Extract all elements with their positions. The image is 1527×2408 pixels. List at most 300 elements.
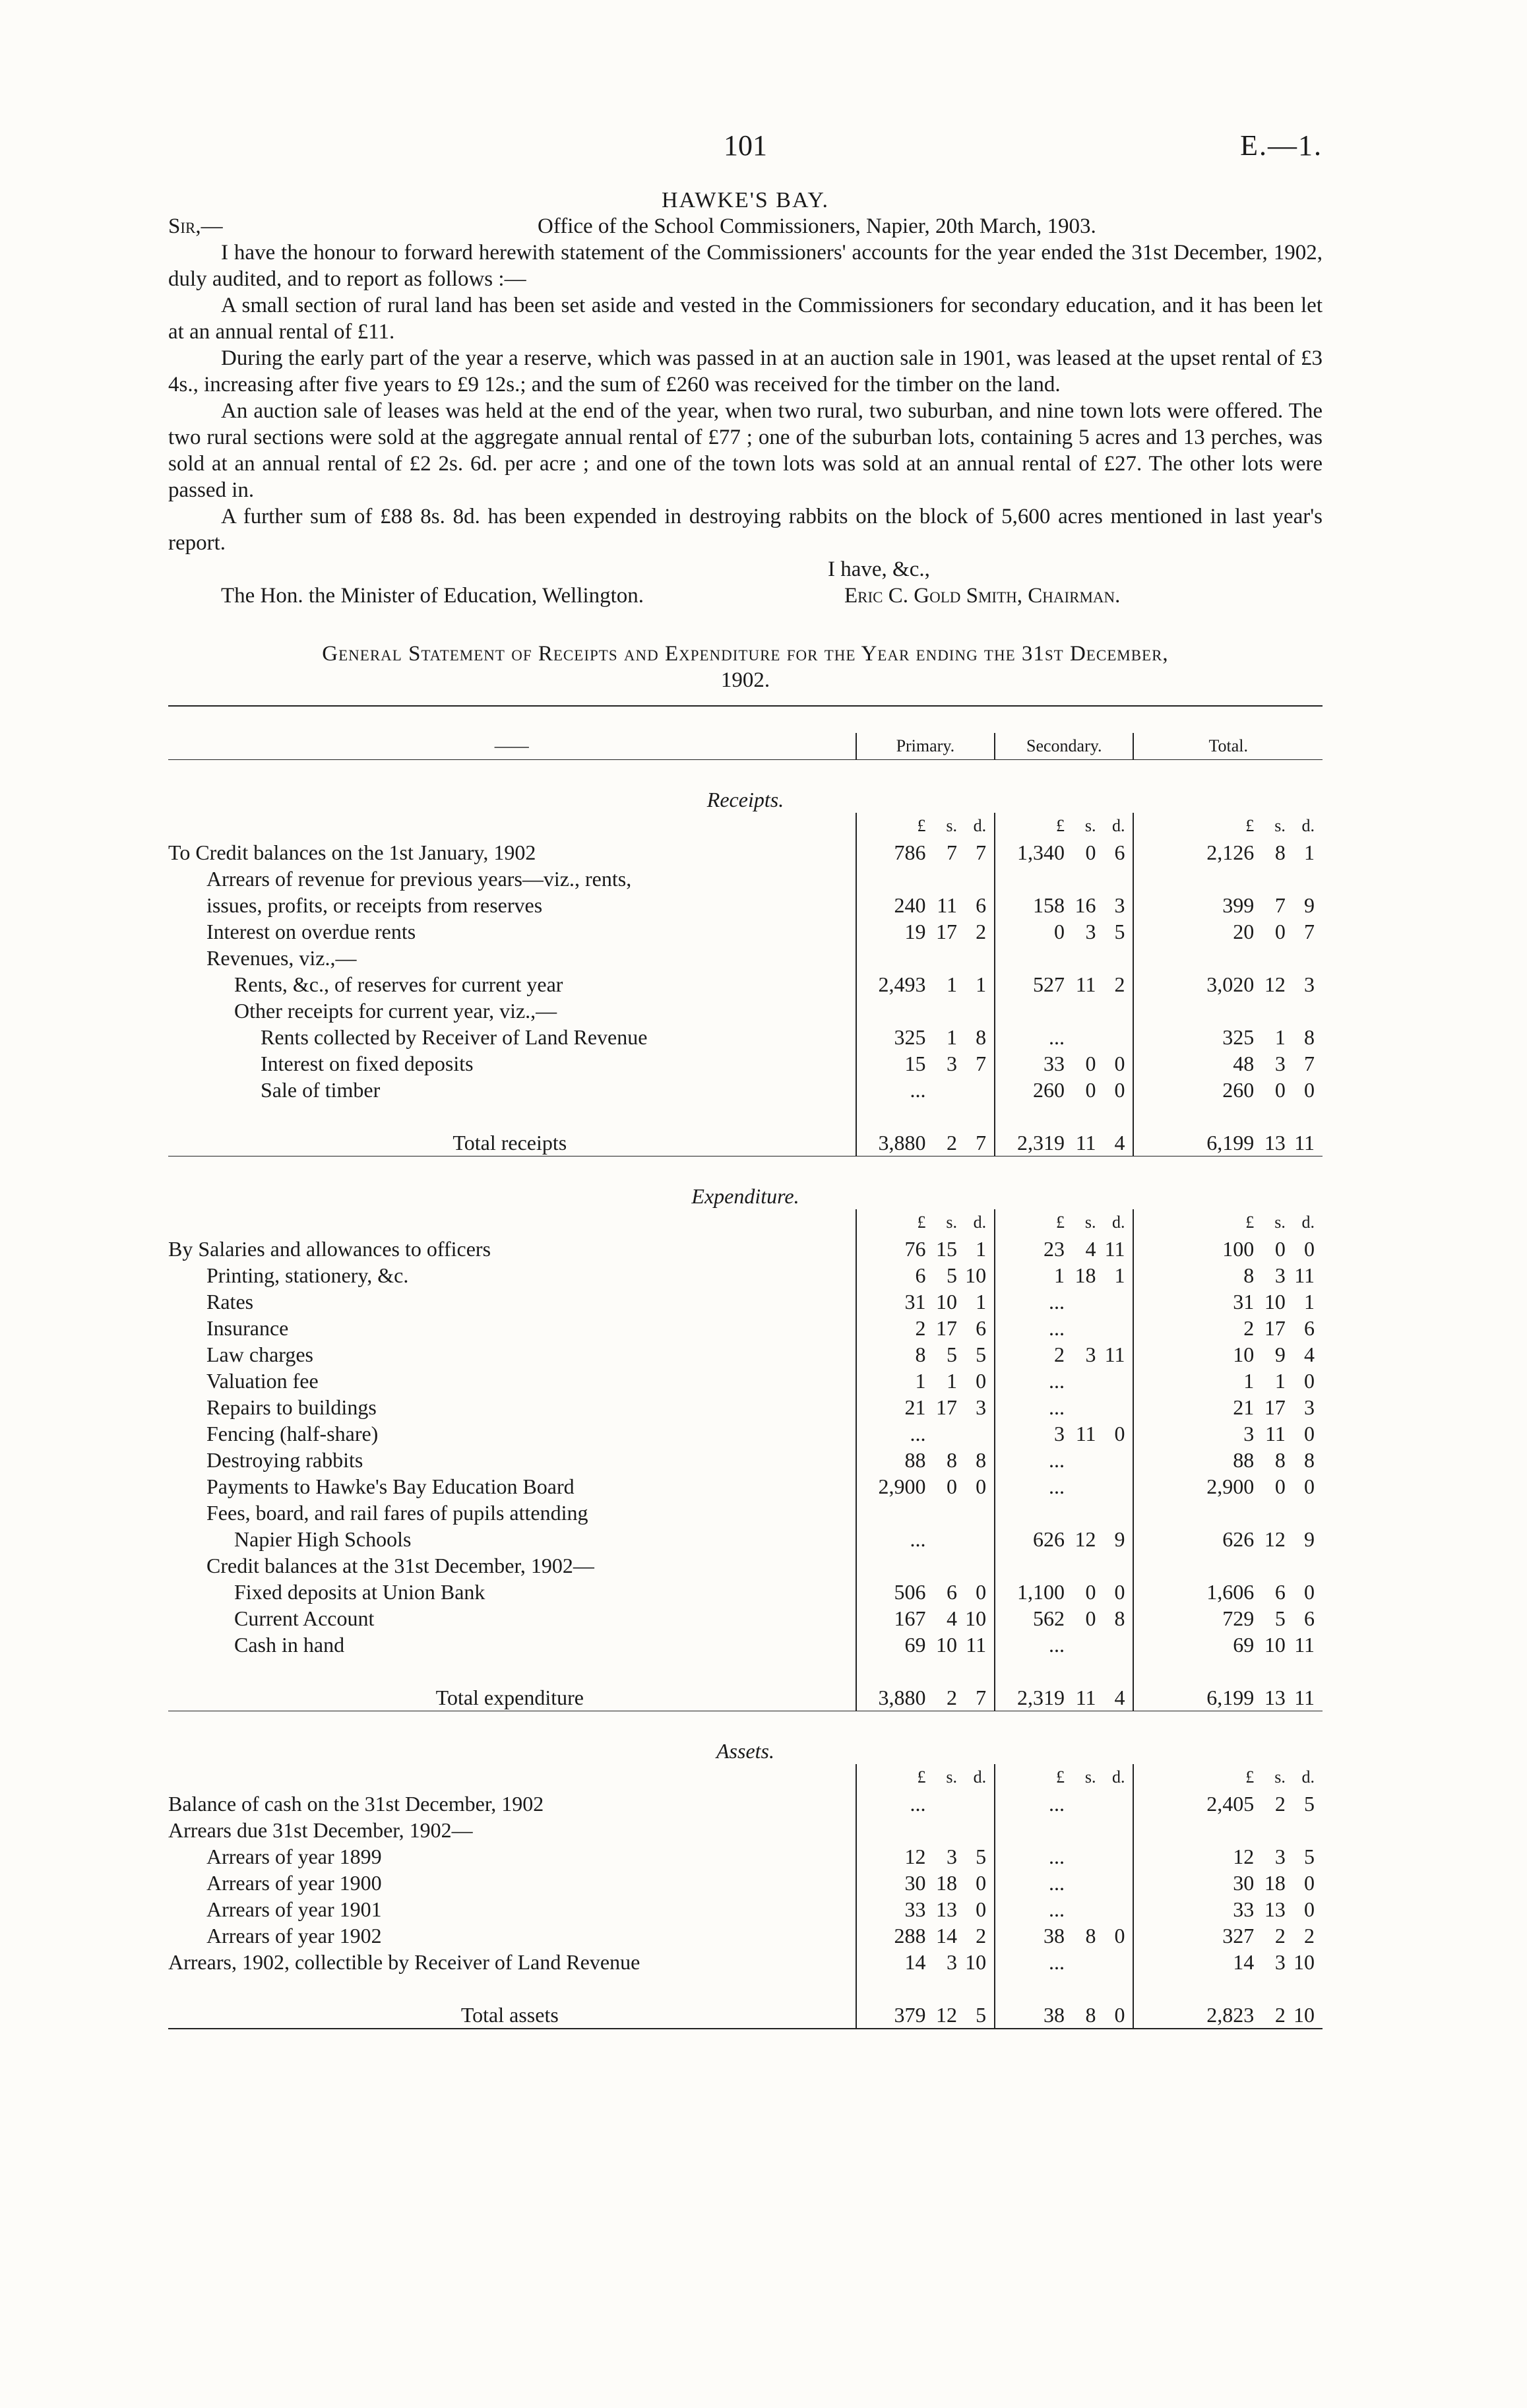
row-label-text: Total receipts bbox=[452, 1131, 571, 1155]
row-label bbox=[168, 1050, 856, 1077]
table-row bbox=[168, 1447, 1323, 1473]
pence: 0 bbox=[976, 1897, 987, 1921]
addressee: The Hon. the Minister of Education, Wellington. bbox=[221, 584, 644, 608]
cell bbox=[957, 1975, 995, 2002]
pence: 11 bbox=[1294, 1131, 1315, 1155]
shillings bbox=[1254, 1817, 1286, 1843]
unit-pound: £ bbox=[1133, 1764, 1254, 1790]
statement-table bbox=[168, 705, 1323, 2056]
unit-pence: d. bbox=[1111, 1213, 1125, 1232]
pence bbox=[1096, 1024, 1134, 1050]
pence: 0 bbox=[1304, 1897, 1315, 1921]
shillings bbox=[1065, 1288, 1096, 1315]
table-row bbox=[168, 1896, 1323, 1922]
units-blank bbox=[168, 813, 856, 839]
pounds: 21 bbox=[1133, 1394, 1254, 1420]
pounds: 69 bbox=[856, 1632, 926, 1658]
letter-paragraph: An auction sale of leases was held at the end of the year, when two rural, two suburban, and nine town lots were offered. The two rural sections were sold at the aggregate annual rental of £77 ; one of the suburban lots, containing 5 acres and 13 perches, was sold at an annual rental of £2 2s. 6d. per acre ; and one of the town lots was sold at an annual rental of £27. The other lots were passed in. bbox=[168, 399, 1323, 502]
shillings: 5 bbox=[947, 1263, 958, 1287]
unit-shilling: s. bbox=[1084, 1213, 1096, 1232]
shillings: 0 bbox=[1085, 1606, 1096, 1630]
column-header: Secondary. bbox=[995, 733, 1133, 760]
pounds: 167 bbox=[856, 1605, 926, 1632]
shillings bbox=[925, 945, 957, 971]
table-row bbox=[168, 839, 1323, 866]
cell bbox=[1096, 1658, 1134, 1684]
pence: 1 bbox=[1304, 1290, 1315, 1314]
pence bbox=[1096, 1843, 1134, 1870]
pence: 0 bbox=[1304, 1078, 1315, 1102]
pence: 0 bbox=[1304, 1422, 1315, 1445]
row-label-text: Revenues, viz.,— bbox=[206, 946, 361, 970]
table-row bbox=[168, 945, 1323, 971]
shillings: 1 bbox=[947, 1025, 958, 1049]
pence: 6 bbox=[1304, 1316, 1315, 1340]
row-label-text: Fixed deposits at Union Bank bbox=[234, 1580, 489, 1604]
pounds: 2 bbox=[856, 1315, 926, 1341]
pounds: 325 bbox=[1133, 1024, 1254, 1050]
shillings bbox=[1065, 1394, 1096, 1420]
unit-pound: £ bbox=[1133, 813, 1254, 839]
document-page bbox=[168, 129, 1323, 2056]
pounds bbox=[995, 998, 1065, 1024]
signature: Eric C. Gold Smith, Chairman. bbox=[844, 584, 1121, 608]
pounds: 30 bbox=[856, 1870, 926, 1896]
shillings: 6 bbox=[947, 1580, 958, 1604]
spacer bbox=[168, 1975, 1323, 2002]
cell bbox=[1065, 1658, 1096, 1684]
pounds: 2,823 bbox=[1133, 2002, 1254, 2029]
pounds: 327 bbox=[1133, 1922, 1254, 1949]
pounds: 2,126 bbox=[1133, 839, 1254, 866]
pence bbox=[957, 1552, 995, 1579]
shillings: 3 bbox=[1274, 1845, 1286, 1868]
shillings: 18 bbox=[1264, 1871, 1286, 1895]
total-row bbox=[168, 1129, 1323, 1156]
table-row bbox=[168, 1368, 1323, 1394]
pounds: 38 bbox=[995, 2002, 1065, 2029]
pence bbox=[957, 1500, 995, 1526]
shillings bbox=[1065, 1500, 1096, 1526]
row-label-text: Rents, &c., of reserves for current year bbox=[234, 972, 567, 996]
table-row bbox=[168, 1605, 1323, 1632]
pence bbox=[1286, 1817, 1323, 1843]
pence bbox=[1286, 866, 1323, 892]
table-row bbox=[168, 1817, 1323, 1843]
row-label bbox=[168, 1341, 856, 1368]
row-label bbox=[168, 1129, 856, 1156]
shillings bbox=[1254, 866, 1286, 892]
pounds: ... bbox=[856, 1790, 926, 1817]
pence: 0 bbox=[976, 1871, 987, 1895]
shillings: 3 bbox=[1085, 920, 1096, 943]
cell bbox=[1254, 1975, 1286, 2002]
table-row bbox=[168, 971, 1323, 998]
shillings bbox=[925, 1500, 957, 1526]
shillings bbox=[925, 1790, 957, 1817]
row-label-text: Arrears of year 1900 bbox=[206, 1871, 386, 1895]
pence: 6 bbox=[1304, 1606, 1315, 1630]
pounds: 3 bbox=[1133, 1420, 1254, 1447]
row-label bbox=[168, 1790, 856, 1817]
pounds: 6,199 bbox=[1133, 1684, 1254, 1711]
pounds: 14 bbox=[1133, 1949, 1254, 1975]
row-label-text: Total assets bbox=[461, 2003, 563, 2027]
unit-pound: £ bbox=[856, 1764, 926, 1790]
row-label bbox=[168, 1817, 856, 1843]
cell bbox=[1096, 1975, 1134, 2002]
pounds: 0 bbox=[995, 918, 1065, 945]
pence: 0 bbox=[1114, 1422, 1125, 1445]
pounds bbox=[856, 945, 926, 971]
pence: 2 bbox=[1114, 972, 1125, 996]
pence: 0 bbox=[976, 1580, 987, 1604]
pence: 6 bbox=[976, 1316, 987, 1340]
shillings: 0 bbox=[1085, 1052, 1096, 1075]
shillings: 4 bbox=[1085, 1237, 1096, 1261]
table-row bbox=[168, 1473, 1323, 1500]
pounds: ... bbox=[995, 1394, 1065, 1420]
pence bbox=[1286, 998, 1323, 1024]
pence bbox=[1096, 1288, 1134, 1315]
pounds bbox=[856, 1552, 926, 1579]
row-label-text: Interest on overdue rents bbox=[206, 920, 420, 943]
column-header: Total. bbox=[1133, 733, 1323, 760]
pounds: 2,900 bbox=[856, 1473, 926, 1500]
pence: 11 bbox=[1104, 1343, 1125, 1366]
shillings: 12 bbox=[1264, 972, 1286, 996]
pounds bbox=[1133, 866, 1254, 892]
letter-paragraph: A small section of rural land has been set aside and vested in the Commissioners for secondary education, and it has been let at an annual rental of £11. bbox=[168, 294, 1323, 344]
pounds: 399 bbox=[1133, 892, 1254, 918]
shillings: 2 bbox=[947, 1686, 958, 1709]
rule-cell bbox=[168, 1156, 1323, 1184]
pence: 5 bbox=[976, 2003, 987, 2027]
section-heading-text: Receipts. bbox=[706, 788, 784, 811]
pence: 3 bbox=[976, 1395, 987, 1419]
shillings bbox=[1065, 1870, 1096, 1896]
pence bbox=[1096, 1632, 1134, 1658]
shillings: 13 bbox=[1264, 1897, 1286, 1921]
row-label bbox=[168, 998, 856, 1024]
row-label-text: Napier High Schools bbox=[234, 1527, 415, 1551]
row-label bbox=[168, 1579, 856, 1605]
spacer-cell bbox=[168, 1103, 856, 1129]
table-rule bbox=[168, 706, 1323, 733]
column-header-row bbox=[168, 733, 1323, 760]
pence bbox=[1096, 866, 1134, 892]
shillings: 1 bbox=[1274, 1369, 1286, 1393]
pence bbox=[1096, 1790, 1134, 1817]
total-row bbox=[168, 1684, 1323, 1711]
shillings: 5 bbox=[1274, 1606, 1286, 1630]
row-label bbox=[168, 1605, 856, 1632]
shillings: 0 bbox=[1274, 1078, 1286, 1102]
pounds: 1 bbox=[995, 1262, 1065, 1288]
row-label bbox=[168, 892, 856, 918]
pounds: 19 bbox=[856, 918, 926, 945]
row-label bbox=[168, 2002, 856, 2029]
cell bbox=[957, 1658, 995, 1684]
salutation: Sir,— bbox=[168, 214, 223, 238]
shillings: 11 bbox=[1075, 1131, 1096, 1155]
spacer-cell bbox=[168, 1658, 856, 1684]
shillings: 2 bbox=[1274, 1924, 1286, 1948]
pence: 0 bbox=[1304, 1369, 1315, 1393]
spacer-cell bbox=[856, 1658, 926, 1684]
pounds: 158 bbox=[995, 892, 1065, 918]
pence: 1 bbox=[976, 1290, 987, 1314]
table-row bbox=[168, 1024, 1323, 1050]
section-heading bbox=[168, 786, 1323, 813]
shillings: 13 bbox=[1264, 1131, 1286, 1155]
shillings: 8 bbox=[947, 1448, 958, 1472]
unit-pence: d. bbox=[1301, 1213, 1315, 1232]
row-label bbox=[168, 1024, 856, 1050]
pence: 8 bbox=[976, 1448, 987, 1472]
spacer-cell bbox=[1133, 1975, 1254, 2002]
unit-shilling: s. bbox=[1084, 1767, 1096, 1787]
row-label-text: Insurance bbox=[206, 1316, 292, 1340]
table-row bbox=[168, 1262, 1323, 1288]
pounds: 23 bbox=[995, 1236, 1065, 1262]
row-label bbox=[168, 1949, 856, 1975]
pounds: 1 bbox=[856, 1368, 926, 1394]
pence: 5 bbox=[1304, 1845, 1315, 1868]
pounds: 2,319 bbox=[995, 1129, 1065, 1156]
pence: 8 bbox=[1304, 1448, 1315, 1472]
shillings bbox=[925, 998, 957, 1024]
pence bbox=[1096, 1552, 1134, 1579]
shillings: 0 bbox=[1274, 1474, 1286, 1498]
pence bbox=[957, 1790, 995, 1817]
shillings bbox=[925, 1420, 957, 1447]
rule-cell bbox=[168, 706, 1323, 733]
row-label-text: Arrears of year 1902 bbox=[206, 1924, 386, 1948]
pence: 4 bbox=[1304, 1343, 1315, 1366]
shillings bbox=[1065, 945, 1096, 971]
pounds: 2 bbox=[1133, 1315, 1254, 1341]
shillings bbox=[1065, 1843, 1096, 1870]
table-row bbox=[168, 892, 1323, 918]
section-heading bbox=[168, 1738, 1323, 1764]
unit-pence: d. bbox=[1111, 816, 1125, 835]
pence: 5 bbox=[976, 1343, 987, 1366]
shillings: 3 bbox=[1274, 1052, 1286, 1075]
pence: 0 bbox=[976, 1369, 987, 1393]
spacer-cell bbox=[856, 1103, 926, 1129]
pence: 7 bbox=[1304, 1052, 1315, 1075]
section-title: HAWKE'S BAY. bbox=[661, 188, 830, 212]
shillings: 2 bbox=[1274, 2003, 1286, 2027]
cell bbox=[1096, 1103, 1134, 1129]
column-header-blank: —— bbox=[494, 736, 529, 755]
cell bbox=[1254, 1658, 1286, 1684]
shillings: 11 bbox=[1265, 1422, 1286, 1445]
pounds: ... bbox=[995, 1288, 1065, 1315]
row-label bbox=[168, 1632, 856, 1658]
shillings: 17 bbox=[936, 1395, 958, 1419]
row-label bbox=[168, 1394, 856, 1420]
row-label-text: By Salaries and allowances to officers bbox=[168, 1237, 495, 1261]
rule-cell bbox=[168, 1711, 1323, 1738]
shillings: 13 bbox=[1264, 1686, 1286, 1709]
pounds: 48 bbox=[1133, 1050, 1254, 1077]
pounds: ... bbox=[995, 1896, 1065, 1922]
shillings: 0 bbox=[1085, 1078, 1096, 1102]
table-row bbox=[168, 1790, 1323, 1817]
shillings: 11 bbox=[1075, 972, 1096, 996]
shillings: 16 bbox=[1075, 893, 1096, 917]
table-rule bbox=[168, 760, 1323, 787]
pounds: 786 bbox=[856, 839, 926, 866]
pounds: 76 bbox=[856, 1236, 926, 1262]
pence: 2 bbox=[1304, 1924, 1315, 1948]
pounds bbox=[995, 1817, 1065, 1843]
shillings bbox=[1065, 1790, 1096, 1817]
shillings: 17 bbox=[936, 1316, 958, 1340]
pence: 10 bbox=[965, 1263, 987, 1287]
pence bbox=[1286, 1552, 1323, 1579]
pence: 0 bbox=[1114, 2003, 1125, 2027]
shillings bbox=[925, 1817, 957, 1843]
pounds bbox=[856, 998, 926, 1024]
pounds: 15 bbox=[856, 1050, 926, 1077]
table-row bbox=[168, 1236, 1323, 1262]
unit-shilling: s. bbox=[1274, 1213, 1286, 1232]
pence bbox=[1096, 1394, 1134, 1420]
pence: 10 bbox=[965, 1950, 987, 1974]
pounds: 626 bbox=[995, 1526, 1065, 1552]
pounds: 562 bbox=[995, 1605, 1065, 1632]
shillings: 3 bbox=[947, 1950, 958, 1974]
row-label bbox=[168, 1552, 856, 1579]
pence: 0 bbox=[1304, 1871, 1315, 1895]
shillings: 14 bbox=[936, 1924, 958, 1948]
shillings: 17 bbox=[1264, 1316, 1286, 1340]
row-label-text: Arrears of year 1899 bbox=[206, 1845, 386, 1868]
row-label-text: Cash in hand bbox=[234, 1633, 348, 1657]
row-label bbox=[168, 1447, 856, 1473]
spacer-cell bbox=[995, 1658, 1065, 1684]
table-row bbox=[168, 1394, 1323, 1420]
shillings: 9 bbox=[1274, 1343, 1286, 1366]
row-label bbox=[168, 918, 856, 945]
pence: 11 bbox=[1294, 1263, 1315, 1287]
row-label-text: Arrears of revenue for previous years—viz., rents, bbox=[206, 867, 635, 891]
row-label bbox=[168, 839, 856, 866]
shillings: 11 bbox=[1075, 1686, 1096, 1709]
pounds: 30 bbox=[1133, 1870, 1254, 1896]
rule-cell bbox=[168, 2029, 1323, 2056]
pence: 1 bbox=[976, 972, 987, 996]
shillings bbox=[1065, 1896, 1096, 1922]
shillings bbox=[1065, 1368, 1096, 1394]
pounds bbox=[856, 1817, 926, 1843]
row-label-text: Current Account bbox=[234, 1606, 378, 1630]
pence bbox=[1096, 1473, 1134, 1500]
cell bbox=[925, 1975, 957, 2002]
pounds: 1,606 bbox=[1133, 1579, 1254, 1605]
unit-pound: £ bbox=[995, 1209, 1065, 1236]
table-row bbox=[168, 918, 1323, 945]
shillings: 12 bbox=[1264, 1527, 1286, 1551]
cell bbox=[1286, 1658, 1323, 1684]
shillings bbox=[1065, 998, 1096, 1024]
pence bbox=[1096, 1949, 1134, 1975]
pence: 4 bbox=[1114, 1686, 1125, 1709]
pence bbox=[1096, 1368, 1134, 1394]
row-label-text: Fees, board, and rail fares of pupils attending bbox=[206, 1501, 592, 1525]
shillings bbox=[925, 1077, 957, 1103]
row-label-text: Sale of timber bbox=[261, 1078, 384, 1102]
pounds: 3,020 bbox=[1133, 971, 1254, 998]
unit-pence: d. bbox=[1301, 816, 1315, 835]
row-label bbox=[168, 866, 856, 892]
unit-pound: £ bbox=[856, 813, 926, 839]
shillings bbox=[1254, 1552, 1286, 1579]
shillings: 8 bbox=[1274, 840, 1286, 864]
shillings: 0 bbox=[1085, 1580, 1096, 1604]
shillings: 8 bbox=[1085, 1924, 1096, 1948]
unit-shilling: s. bbox=[1274, 1767, 1286, 1787]
pounds: 729 bbox=[1133, 1605, 1254, 1632]
pence: 0 bbox=[976, 1474, 987, 1498]
unit-pence: d. bbox=[973, 1767, 987, 1787]
pounds: ... bbox=[995, 1447, 1065, 1473]
pounds: 38 bbox=[995, 1922, 1065, 1949]
row-label bbox=[168, 1843, 856, 1870]
pence: 7 bbox=[976, 1686, 987, 1709]
row-label-text: Total expenditure bbox=[436, 1686, 588, 1709]
table-row bbox=[168, 1420, 1323, 1447]
pence: 7 bbox=[976, 1052, 987, 1075]
shillings bbox=[1065, 1817, 1096, 1843]
pounds: 14 bbox=[856, 1949, 926, 1975]
shillings: 2 bbox=[947, 1131, 958, 1155]
pence: 6 bbox=[976, 893, 987, 917]
unit-pence: d. bbox=[1111, 1767, 1125, 1787]
pounds bbox=[1133, 1500, 1254, 1526]
closing: I have, &c., bbox=[828, 557, 930, 581]
table-row bbox=[168, 1050, 1323, 1077]
table-row bbox=[168, 1632, 1323, 1658]
shillings bbox=[1065, 1315, 1096, 1341]
pence: 3 bbox=[1114, 893, 1125, 917]
pounds: ... bbox=[995, 1315, 1065, 1341]
row-label bbox=[168, 1896, 856, 1922]
office-line: Office of the School Commissioners, Napier, 20th March, 1903. bbox=[538, 214, 1096, 238]
row-label-text: Arrears, 1902, collectible by Receiver of Land Revenue bbox=[168, 1950, 644, 1974]
pounds: 240 bbox=[856, 892, 926, 918]
row-label bbox=[168, 1236, 856, 1262]
units-row bbox=[168, 1764, 1323, 1790]
letter-paragraph: During the early part of the year a reserve, which was passed in at an auction sale in 1901, was leased at the upset rental of £3 4s., increasing after five years to £9 12s.; and the sum of £260 was received for the timber on the land. bbox=[168, 346, 1323, 396]
shillings bbox=[1254, 1500, 1286, 1526]
pounds bbox=[1133, 1552, 1254, 1579]
spacer bbox=[168, 1103, 1323, 1129]
row-label-text: Interest on fixed deposits bbox=[261, 1052, 478, 1075]
report-letter bbox=[168, 213, 1323, 609]
pence: 7 bbox=[976, 1131, 987, 1155]
row-label bbox=[168, 1077, 856, 1103]
pounds: ... bbox=[995, 1632, 1065, 1658]
unit-pound: £ bbox=[995, 1764, 1065, 1790]
pounds: ... bbox=[995, 1024, 1065, 1050]
shillings: 3 bbox=[1274, 1263, 1286, 1287]
shillings: 10 bbox=[1264, 1633, 1286, 1657]
pounds bbox=[1133, 1817, 1254, 1843]
